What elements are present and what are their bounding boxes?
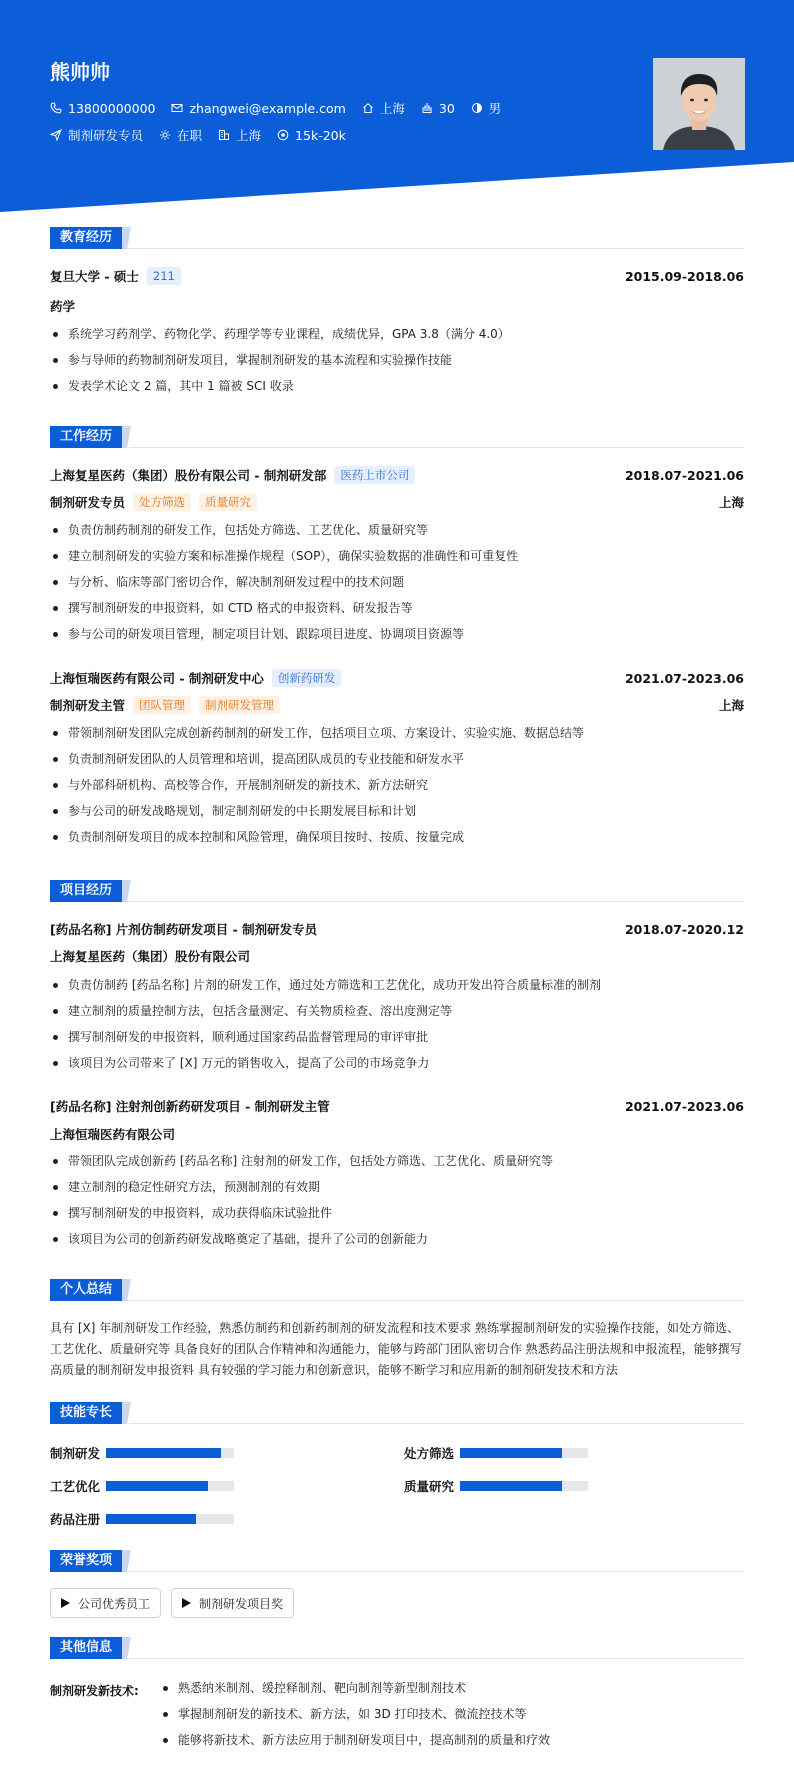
skill-bar (106, 1448, 234, 1458)
school-tag: 211 (147, 267, 181, 285)
project-company-row (50, 947, 744, 965)
other-label: 制剂研发新技术: (50, 1684, 139, 1698)
summary-line: 高质量的制剂研发申报资料 具有较强的学习能力和创新意识，能够不断学习和应用新的制剂研发技术和方法 (50, 1363, 618, 1377)
list-item: 熟悉纳米制剂、缓控释制剂、靶向制剂等新型制剂技术 (160, 1678, 744, 1704)
list-item: 发表学术论文 2 篇，其中 1 篇被 SCI 收录 (50, 376, 744, 402)
project-date: 2018.07-2020.12 (624, 921, 744, 937)
major: 药学 (50, 299, 76, 314)
age-text: 30 (438, 100, 455, 116)
work-bullets (50, 520, 744, 650)
email-text: zhangwei@example.com (189, 100, 346, 116)
list-item: 建立制剂的质量控制方法，包括含量测定、有关物质检查、溶出度测定等 (50, 1001, 744, 1027)
project-company: 上海恒瑞医药有限公司 (50, 1127, 176, 1142)
section-title-decoration (122, 426, 136, 448)
education-bullets (50, 324, 744, 402)
skill-bar (460, 1448, 588, 1458)
project-entry-header (50, 1097, 744, 1115)
awards-section (50, 1550, 744, 1630)
section-header (50, 1637, 744, 1659)
status-text: 在职 (177, 128, 203, 143)
list-item: 掌握制剂研发的新技术、新方法，如 3D 打印技术、微流控技术等 (160, 1704, 744, 1730)
city-text: 上海 (236, 128, 262, 143)
skill-name: 处方筛选 (404, 1446, 455, 1461)
work-date: 2021.07-2023.06 (624, 670, 744, 686)
project-entry-header (50, 920, 744, 938)
skill-bar (106, 1481, 234, 1491)
section-title-decoration (122, 880, 136, 902)
section-header (50, 227, 744, 249)
list-item: 负责制剂研发项目的成本控制和风险管理，确保项目按时、按质、按量完成 (50, 827, 744, 853)
skill-name: 质量研究 (404, 1479, 455, 1494)
major-row (50, 297, 744, 315)
section-header (50, 880, 744, 902)
list-item: 该项目为公司带来了 [X] 万元的销售收入，提高了公司的市场竞争力 (50, 1053, 744, 1079)
award-name: 公司优秀员工 (78, 1596, 151, 1611)
skill-fill (460, 1448, 562, 1458)
award-item (50, 1588, 161, 1618)
home-icon (362, 102, 374, 114)
other-bullets (160, 1678, 744, 1756)
company-tag: 创新药研发 (272, 669, 342, 687)
section-title-decoration (122, 1402, 136, 1424)
skill-bar (106, 1514, 234, 1524)
email-info (171, 101, 345, 116)
company: 上海恒瑞医药有限公司 - 制剂研发中心 (50, 671, 264, 686)
work-location: 上海 (718, 495, 744, 510)
role: 制剂研发主管 (50, 698, 126, 713)
work-section (50, 426, 744, 866)
project-company-row (50, 1125, 744, 1143)
triangle-right-icon (61, 1598, 70, 1608)
skill-item (404, 1444, 588, 1462)
gender-icon (471, 102, 483, 114)
hometown-text: 上海 (379, 101, 405, 116)
project-date: 2021.07-2023.06 (624, 1098, 744, 1114)
list-item: 撰写制剂研发的申报资料，如 CTD 格式的申报资料、研发报告等 (50, 598, 744, 624)
project-bullets (50, 975, 744, 1079)
project-company: 上海复星医药（集团）股份有限公司 (50, 949, 251, 964)
list-item: 负责制剂研发团队的人员管理和培训，提高团队成员的专业技能和研发水平 (50, 749, 744, 775)
coin-icon (277, 129, 289, 141)
list-item: 负责仿制药制剂的研发工作，包括处方筛选、工艺优化、质量研究等 (50, 520, 744, 546)
skill-item (50, 1510, 234, 1528)
phone-text: 13800000000 (68, 100, 156, 116)
list-item: 建立制剂研发的实验方案和标准操作规程（SOP），确保实验数据的准确性和可重复性 (50, 546, 744, 572)
section-title: 工作经历 (50, 426, 122, 448)
skills-section (50, 1402, 744, 1552)
skill-item (404, 1477, 588, 1495)
hometown-info (362, 99, 405, 117)
list-item: 参与导师的药物制剂研发项目，掌握制剂研发的基本流程和实验操作技能 (50, 350, 744, 376)
building-icon (218, 129, 230, 141)
gender-text: 男 (488, 101, 502, 116)
summary-line: 工艺优化、质量研究等 具备良好的团队合作精神和沟通能力，能够与跨部门团队密切合作 熟悉药品注册法规和申报流程，能够撰写 (50, 1342, 742, 1356)
section-header (50, 1550, 744, 1572)
position-text: 制剂研发专员 (68, 128, 144, 143)
gender-info (471, 99, 502, 117)
work-role-row (50, 696, 744, 714)
section-title-decoration (122, 227, 136, 249)
mail-icon (171, 102, 183, 114)
skill-item (50, 1444, 234, 1462)
status-info (159, 126, 202, 144)
section-title: 其他信息 (50, 1637, 122, 1659)
list-item: 参与公司的研发项目管理，制定项目计划、跟踪项目进度、协调项目资源等 (50, 624, 744, 650)
list-item: 该项目为公司的创新药研发战略奠定了基础，提升了公司的创新能力 (50, 1229, 744, 1255)
salary-info (277, 128, 346, 143)
summary-text (50, 1318, 744, 1381)
other-section (50, 1637, 744, 1757)
skill-fill (460, 1481, 562, 1491)
work-role-row (50, 493, 744, 511)
project-bullets (50, 1151, 744, 1255)
position-info (50, 126, 143, 144)
age-info (421, 101, 455, 116)
phone-info (50, 101, 155, 116)
work-entry-header (50, 466, 744, 484)
cake-icon (421, 102, 433, 114)
education-section (50, 227, 744, 407)
section-header (50, 1402, 744, 1424)
phone-icon (50, 102, 62, 114)
list-item: 带领制剂研发团队完成创新药制剂的研发工作，包括项目立项、方案设计、实验实施、数据总结等 (50, 723, 744, 749)
list-item: 撰写制剂研发的申报资料，成功获得临床试验批件 (50, 1203, 744, 1229)
summary-section (50, 1279, 744, 1389)
list-item: 负责仿制药 [药品名称] 片剂的研发工作，通过处方筛选和工艺优化，成功开发出符合质量标准的制剂 (50, 975, 744, 1001)
section-header (50, 426, 744, 448)
section-title: 技能专长 (50, 1402, 122, 1424)
section-title: 个人总结 (50, 1279, 122, 1301)
school-degree: 复旦大学 - 硕士 (50, 269, 139, 284)
project-title: [药品名称] 注射剂创新药研发项目 - 制剂研发主管 (50, 1099, 330, 1114)
section-title-decoration (122, 1550, 136, 1572)
list-item: 参与公司的研发战略规划，制定制剂研发的中长期发展目标和计划 (50, 801, 744, 827)
role-tag: 质量研究 (199, 493, 257, 511)
skill-fill (106, 1514, 196, 1524)
salary-text: 15k-20k (295, 127, 346, 143)
skill-fill (106, 1481, 208, 1491)
avatar (653, 58, 745, 150)
candidate-name: 熊帅帅 (50, 60, 110, 84)
section-title: 教育经历 (50, 227, 122, 249)
contact-row (50, 99, 517, 117)
list-item: 与分析、临床等部门密切合作，解决制剂研发过程中的技术问题 (50, 572, 744, 598)
skill-name: 工艺优化 (50, 1479, 101, 1494)
profile-photo (653, 58, 745, 150)
list-item: 撰写制剂研发的申报资料，顺利通过国家药品监督管理局的审评审批 (50, 1027, 744, 1053)
work-location: 上海 (718, 698, 744, 713)
send-icon (50, 129, 62, 141)
skill-name: 制剂研发 (50, 1446, 101, 1461)
project-title: [药品名称] 片剂仿制药研发项目 - 制剂研发专员 (50, 922, 318, 937)
list-item: 系统学习药剂学、药物化学、药理学等专业课程，成绩优异，GPA 3.8（满分 4.0） (50, 324, 744, 350)
list-item: 建立制剂的稳定性研究方法，预测制剂的有效期 (50, 1177, 744, 1203)
education-date: 2015.09-2018.06 (624, 268, 744, 284)
skill-fill (106, 1448, 221, 1458)
work-bullets (50, 723, 744, 853)
projects-section (50, 880, 744, 1260)
work-date: 2018.07-2021.06 (624, 467, 744, 483)
company: 上海复星医药（集团）股份有限公司 - 制剂研发部 (50, 468, 327, 483)
section-title-decoration (122, 1279, 136, 1301)
list-item: 能够将新技术、新方法应用于制剂研发项目中，提高制剂的质量和疗效 (160, 1730, 744, 1756)
company-tag: 医药上市公司 (334, 466, 415, 484)
resume-header (0, 0, 794, 212)
skill-bar (460, 1481, 588, 1491)
award-item (171, 1588, 294, 1618)
section-title: 项目经历 (50, 880, 122, 902)
education-entry-header (50, 267, 744, 285)
city-info (218, 126, 261, 144)
section-title: 荣誉奖项 (50, 1550, 122, 1572)
gear-icon (159, 129, 171, 141)
skill-item (50, 1477, 234, 1495)
section-header (50, 1279, 744, 1301)
summary-line: 具有 [X] 年制剂研发工作经验，熟悉仿制药和创新药制剂的研发流程和技术要求 熟练掌握制剂研发的实验操作技能，如处方筛选、 (50, 1321, 740, 1335)
list-item: 带领团队完成创新药 [药品名称] 注射剂的研发工作，包括处方筛选、工艺优化、质量研究等 (50, 1151, 744, 1177)
section-title-decoration (122, 1637, 136, 1659)
role-tag: 处方筛选 (133, 493, 191, 511)
list-item: 与外部科研机构、高校等合作，开展制剂研发的新技术、新方法研究 (50, 775, 744, 801)
role-tag: 团队管理 (133, 696, 191, 714)
triangle-right-icon (182, 1598, 191, 1608)
skill-name: 药品注册 (50, 1512, 101, 1527)
job-intent-row (50, 126, 362, 144)
role-tag: 制剂研发管理 (199, 696, 280, 714)
role: 制剂研发专员 (50, 495, 126, 510)
award-name: 制剂研发项目奖 (199, 1596, 284, 1611)
work-entry-header (50, 669, 744, 687)
